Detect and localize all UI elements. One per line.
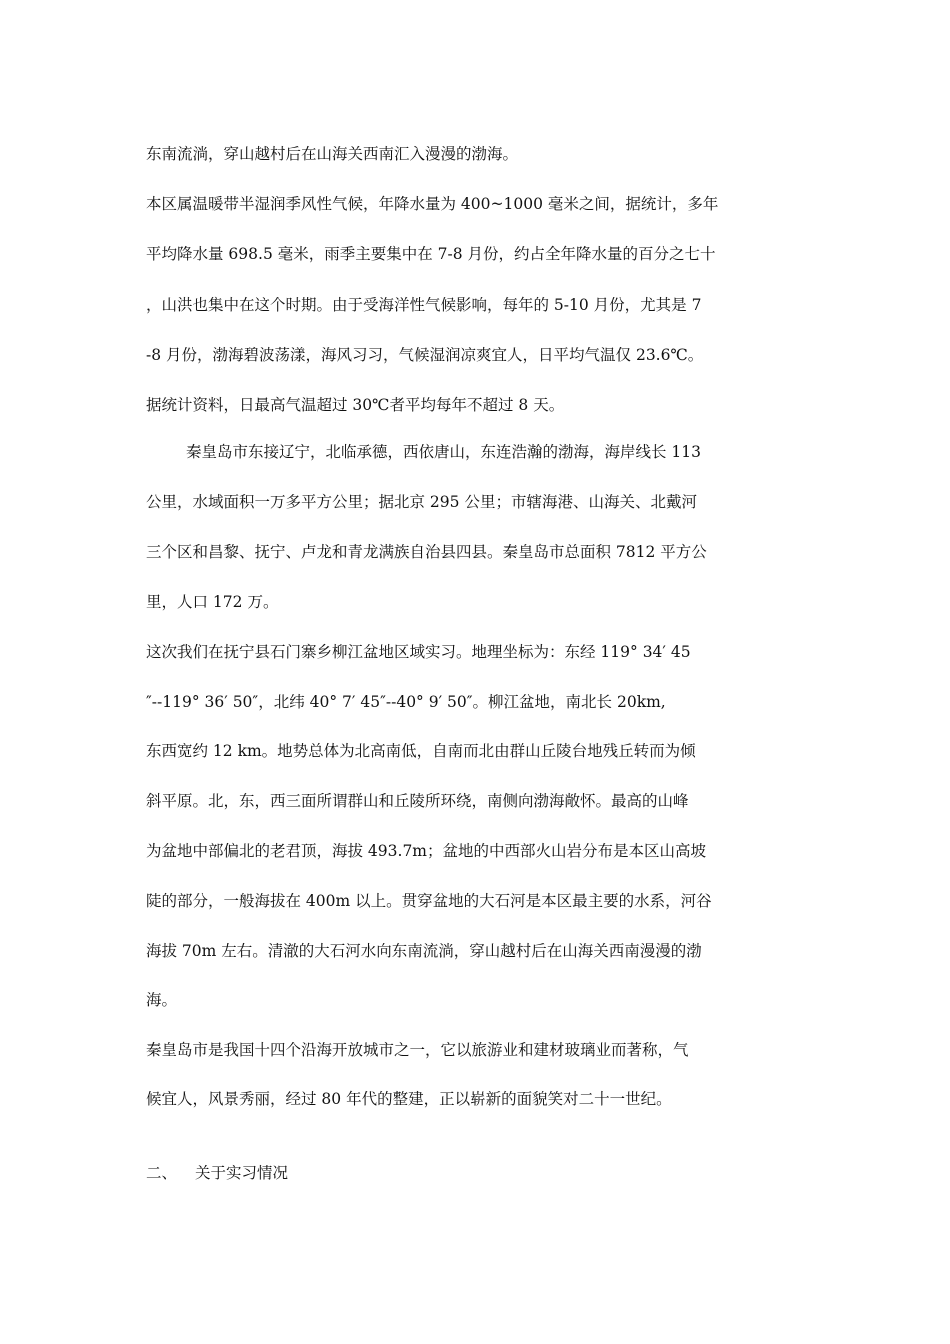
text-line: 公里，水域面积一万多平方公里；据北京 295 公里；市辖海港、山海关、北戴河	[146, 493, 697, 511]
section-number: 二、	[146, 1164, 178, 1182]
text-line: 里，人口 172 万。	[146, 593, 279, 611]
text-line: 这次我们在抚宁县石门寨乡柳江盆地区域实习。地理坐标为：东经 119° 34′ 45	[146, 643, 691, 661]
text-line: 东南流淌，穿山越村后在山海关西南汇入漫漫的渤海。	[146, 145, 519, 163]
text-line: 陡的部分，一般海拔在 400m 以上。贯穿盆地的大石河是本区最主要的水系，河谷	[146, 892, 712, 910]
text-line: 为盆地中部偏北的老君顶，海拔 493.7m；盆地的中西部火山岩分布是本区山高坡	[146, 842, 707, 860]
text-line: 候宜人，风景秀丽，经过 80 年代的整建，正以崭新的面貌笑对二十一世纪。	[146, 1090, 672, 1108]
text-line: 海。	[146, 991, 178, 1009]
text-line: -8 月份，渤海碧波荡漾，海风习习，气候湿润凉爽宜人，日平均气温仅 23.6℃。	[146, 346, 704, 364]
text-line: 秦皇岛市东接辽宁，北临承德，西依唐山，东连浩瀚的渤海，海岸线长 113	[186, 443, 702, 461]
text-line: 本区属温暖带半湿润季风性气候，年降水量为 400~1000 毫米之间，据统计，多年	[146, 195, 719, 213]
section-heading	[146, 1163, 756, 1183]
text-line: 平均降水量 698.5 毫米，雨季主要集中在 7-8 月份，约占全年降水量的百分之七十	[146, 245, 716, 263]
text-line: ″--119° 36′ 50″，北纬 40° 7′ 45″--40° 9′ 50″。柳江盆地，南北长 20km,	[146, 693, 666, 711]
text-line: 三个区和昌黎、抚宁、卢龙和青龙满族自治县四县。秦皇岛市总面积 7812 平方公	[146, 543, 707, 561]
text-line: ，山洪也集中在这个时期。由于受海洋性气候影响，每年的 5-10 月份，尤其是 7	[146, 296, 702, 314]
section-title: 关于实习情况	[195, 1164, 289, 1182]
text-line: 东西宽约 12 km。地势总体为北高南低，自南而北由群山丘陵台地残丘转而为倾	[146, 742, 696, 760]
text-line: 海拔 70m 左右。清澈的大石河水向东南流淌，穿山越村后在山海关西南漫漫的渤	[146, 942, 702, 960]
text-line: 斜平原。北，东，西三面所谓群山和丘陵所环绕，南侧向渤海敞怀。最高的山峰	[146, 792, 689, 810]
text-line: 秦皇岛市是我国十四个沿海开放城市之一，它以旅游业和建材玻璃业而著称，气	[146, 1041, 689, 1059]
text-line: 据统计资料，日最高气温超过 30℃者平均每年不超过 8 天。	[146, 396, 565, 414]
